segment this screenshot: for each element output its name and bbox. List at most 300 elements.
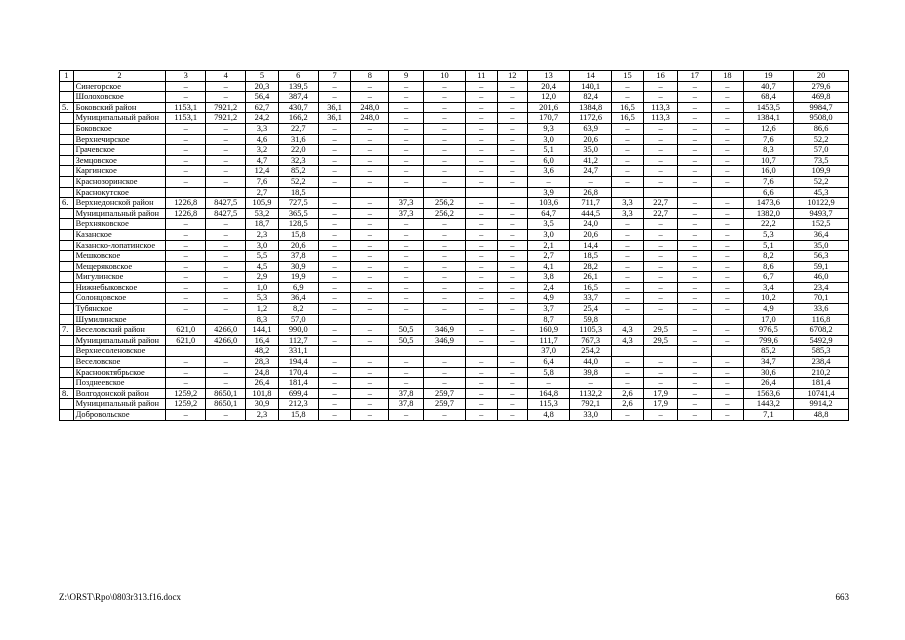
value-cell: – [351,367,389,378]
value-cell: 346,9 [423,325,465,336]
value-cell: – [643,272,678,283]
value-cell: – [318,251,351,262]
table-row [60,134,849,145]
value-cell: 621,0 [166,325,206,336]
value-cell: – [206,293,246,304]
value-cell: 3,3 [246,123,279,134]
value-cell: – [712,293,744,304]
value-cell: – [678,357,712,368]
value-cell: 621,0 [166,335,206,346]
value-cell: – [678,325,712,336]
value-cell: – [643,304,678,315]
value-cell: 23,4 [794,282,849,293]
value-cell [206,314,246,325]
value-cell: 3,8 [528,272,570,283]
value-cell: – [318,145,351,156]
value-cell: 33,7 [570,293,612,304]
value-cell: – [497,261,528,272]
value-cell: 365,5 [278,208,318,219]
value-cell: – [351,198,389,209]
row-index-cell [60,261,74,272]
value-cell: – [466,325,498,336]
value-cell: 2,3 [246,229,279,240]
value-cell: – [497,134,528,145]
table-row [60,304,849,315]
value-cell: – [612,251,644,262]
value-cell: 4266,0 [206,335,246,346]
value-cell: 2,7 [246,187,279,198]
value-cell: – [497,325,528,336]
value-cell: – [351,388,389,399]
value-cell: – [318,176,351,187]
value-cell: – [570,378,612,389]
value-cell: – [166,145,206,156]
value-cell: 6,9 [278,282,318,293]
value-cell: – [318,272,351,283]
value-cell: – [466,272,498,283]
value-cell: – [318,166,351,177]
value-cell: 8650,1 [206,388,246,399]
value-cell: 140,1 [570,81,612,92]
value-cell: 26,8 [570,187,612,198]
row-name-cell: Волгодонской район [73,388,166,399]
value-cell: – [712,229,744,240]
row-index-cell [60,367,74,378]
value-cell: – [206,219,246,230]
value-cell: 7921,2 [206,102,246,113]
row-name-cell: Верхнечирское [73,134,166,145]
value-cell: 8,3 [246,314,279,325]
value-cell: 9493,7 [794,208,849,219]
value-cell: – [466,123,498,134]
value-cell: 128,5 [278,219,318,230]
row-name-cell: Веселовский район [73,325,166,336]
row-index-cell [60,123,74,134]
table-row [60,81,849,92]
value-cell: – [678,261,712,272]
table-row [60,92,849,103]
value-cell: 59,1 [794,261,849,272]
table-row [60,378,849,389]
value-cell: 279,6 [794,81,849,92]
value-cell: – [466,166,498,177]
row-index-cell [60,187,74,198]
value-cell: – [351,304,389,315]
value-cell [712,187,744,198]
header-cell: 11 [466,71,498,82]
value-cell: – [423,272,465,283]
value-cell: 4,5 [246,261,279,272]
value-cell: 36,4 [794,229,849,240]
value-cell: – [351,145,389,156]
value-cell: – [423,367,465,378]
header-cell: 17 [678,71,712,82]
value-cell: 17,9 [643,399,678,410]
value-cell: 444,5 [570,208,612,219]
value-cell: 4,7 [246,155,279,166]
value-cell: – [423,155,465,166]
value-cell: 2,6 [612,388,644,399]
value-cell: – [612,240,644,251]
row-name-cell: Казанское [73,229,166,240]
value-cell: – [166,251,206,262]
value-cell [423,314,465,325]
value-cell: – [678,367,712,378]
value-cell: 70,1 [794,293,849,304]
row-name-cell: Краснозоринское [73,176,166,187]
value-cell: 12,4 [246,166,279,177]
value-cell: 113,3 [643,113,678,124]
value-cell: 585,3 [794,346,849,357]
value-cell: 4,9 [743,304,793,315]
value-cell: 37,8 [389,388,424,399]
value-cell: 3,5 [528,219,570,230]
value-cell: – [166,176,206,187]
value-cell: 1473,6 [743,198,793,209]
table-row [60,314,849,325]
row-name-cell: Краснооктябрьское [73,367,166,378]
value-cell [423,346,465,357]
value-cell: – [497,176,528,187]
table-row [60,155,849,166]
value-cell: 52,2 [278,176,318,187]
value-cell: – [643,293,678,304]
row-index-cell [60,399,74,410]
value-cell: – [351,325,389,336]
value-cell: – [351,81,389,92]
value-cell: – [466,198,498,209]
data-table [59,70,849,421]
value-cell: – [423,113,465,124]
value-cell [497,346,528,357]
value-cell: 22,7 [643,208,678,219]
value-cell: – [206,134,246,145]
row-index-cell [60,282,74,293]
value-cell: 45,3 [794,187,849,198]
value-cell: – [351,240,389,251]
value-cell: 3,3 [612,208,644,219]
value-cell: – [389,123,424,134]
value-cell: – [318,92,351,103]
value-cell: – [612,272,644,283]
header-row [60,71,849,82]
value-cell: – [389,272,424,283]
row-index-cell [60,166,74,177]
header-cell: 20 [794,71,849,82]
value-cell: – [166,219,206,230]
value-cell: 3,0 [528,229,570,240]
value-cell: 22,7 [643,198,678,209]
value-cell: 8,2 [743,251,793,262]
value-cell: 24,2 [246,113,279,124]
value-cell: – [466,399,498,410]
value-cell: – [612,134,644,145]
value-cell: 50,5 [389,335,424,346]
value-cell: – [643,166,678,177]
value-cell: 4,6 [246,134,279,145]
value-cell: – [318,198,351,209]
table-row [60,272,849,283]
table-row [60,176,849,187]
row-name-cell: Каргинское [73,166,166,177]
value-cell: – [643,123,678,134]
value-cell: – [678,113,712,124]
value-cell: 144,1 [246,325,279,336]
row-name-cell: Муниципальный район [73,335,166,346]
value-cell: 37,3 [389,208,424,219]
value-cell: – [643,251,678,262]
header-cell: 14 [570,71,612,82]
value-cell: 48,8 [794,410,849,421]
value-cell: – [712,219,744,230]
value-cell: – [612,304,644,315]
value-cell: 6708,2 [794,325,849,336]
value-cell: – [389,357,424,368]
value-cell: 29,5 [643,325,678,336]
value-cell: – [206,92,246,103]
value-cell: 4,8 [528,410,570,421]
row-index-cell [60,251,74,262]
value-cell: – [423,145,465,156]
value-cell: 48,2 [246,346,279,357]
value-cell: – [712,399,744,410]
value-cell: 85,2 [278,166,318,177]
value-cell: 5,3 [246,293,279,304]
row-name-cell: Верхняковское [73,219,166,230]
value-cell: 1443,2 [743,399,793,410]
value-cell: – [351,293,389,304]
header-cell: 7 [318,71,351,82]
table-row [60,240,849,251]
value-cell: – [712,304,744,315]
header-cell: 6 [278,71,318,82]
value-cell: – [423,134,465,145]
value-cell: 1384,1 [743,113,793,124]
value-cell: 3,9 [528,187,570,198]
value-cell: – [712,335,744,346]
table-body [60,71,849,421]
header-cell: 13 [528,71,570,82]
value-cell: 139,5 [278,81,318,92]
table-row [60,166,849,177]
value-cell: 2,6 [612,399,644,410]
value-cell: – [612,282,644,293]
value-cell: 238,4 [794,357,849,368]
value-cell: – [712,378,744,389]
value-cell: 711,7 [570,198,612,209]
value-cell: 201,6 [528,102,570,113]
value-cell: 727,5 [278,198,318,209]
value-cell: 4,1 [528,261,570,272]
value-cell: – [497,357,528,368]
value-cell: – [643,282,678,293]
value-cell: – [466,229,498,240]
value-cell: – [497,208,528,219]
value-cell: 7,6 [743,176,793,187]
row-index-cell [60,155,74,166]
value-cell: 28,2 [570,261,612,272]
value-cell: – [389,282,424,293]
row-name-cell: Солонцовское [73,293,166,304]
value-cell: – [318,367,351,378]
value-cell: – [351,155,389,166]
value-cell: 26,1 [570,272,612,283]
value-cell: 105,9 [246,198,279,209]
row-index-cell [60,357,74,368]
value-cell: 22,0 [278,145,318,156]
value-cell: – [423,240,465,251]
value-cell: – [318,81,351,92]
value-cell: – [712,240,744,251]
table-row [60,399,849,410]
value-cell: 799,6 [743,335,793,346]
value-cell [389,187,424,198]
value-cell: – [389,367,424,378]
value-cell: – [497,198,528,209]
value-cell: 152,5 [794,219,849,230]
value-cell [318,314,351,325]
value-cell: 699,4 [278,388,318,399]
header-cell: 15 [612,71,644,82]
value-cell: 36,1 [318,102,351,113]
value-cell: – [497,113,528,124]
value-cell: 31,6 [278,134,318,145]
value-cell: – [351,335,389,346]
value-cell: 14,4 [570,240,612,251]
table-row [60,346,849,357]
value-cell: 112,7 [278,335,318,346]
value-cell: – [466,176,498,187]
value-cell: – [497,145,528,156]
value-cell: – [166,240,206,251]
header-cell: 1 [60,71,74,82]
value-cell: – [712,102,744,113]
row-name-cell: Грачевское [73,145,166,156]
value-cell: 56,4 [246,92,279,103]
value-cell: – [612,92,644,103]
value-cell: – [497,335,528,346]
table-row [60,251,849,262]
value-cell: – [166,293,206,304]
value-cell: 254,2 [570,346,612,357]
row-name-cell: Верхнесоленовское [73,346,166,357]
value-cell: – [497,166,528,177]
table-row [60,410,849,421]
value-cell: – [497,102,528,113]
value-cell: – [318,208,351,219]
value-cell: 8,6 [743,261,793,272]
value-cell: – [351,410,389,421]
value-cell: – [423,102,465,113]
value-cell: 9,3 [528,123,570,134]
value-cell: – [712,166,744,177]
value-cell: – [206,410,246,421]
value-cell: – [351,261,389,272]
value-cell: 50,5 [389,325,424,336]
value-cell: – [678,81,712,92]
value-cell: – [466,208,498,219]
value-cell: – [466,92,498,103]
table-row [60,208,849,219]
value-cell: 256,2 [423,198,465,209]
value-cell: – [528,378,570,389]
value-cell [423,187,465,198]
header-cell: 9 [389,71,424,82]
value-cell: 16,4 [246,335,279,346]
row-name-cell: Муниципальный район [73,113,166,124]
value-cell: 387,4 [278,92,318,103]
value-cell: – [678,272,712,283]
header-cell: 12 [497,71,528,82]
value-cell: 1105,3 [570,325,612,336]
value-cell: – [318,304,351,315]
value-cell: – [712,113,744,124]
value-cell: 2,4 [528,282,570,293]
value-cell: – [389,102,424,113]
value-cell: – [643,261,678,272]
row-name-cell: Боковское [73,123,166,134]
value-cell: – [423,81,465,92]
value-cell: – [389,219,424,230]
row-index-cell: 5. [60,102,74,113]
value-cell: 52,2 [794,176,849,187]
row-index-cell [60,346,74,357]
value-cell [678,187,712,198]
value-cell: – [423,378,465,389]
row-index-cell: 8. [60,388,74,399]
page-footer [59,592,849,606]
value-cell: – [643,134,678,145]
header-cell: 3 [166,71,206,82]
value-cell: – [497,399,528,410]
value-cell: – [351,378,389,389]
value-cell: 33,6 [794,304,849,315]
header-cell: 19 [743,71,793,82]
value-cell: – [206,251,246,262]
value-cell: – [389,378,424,389]
table-row [60,102,849,113]
value-cell: – [423,92,465,103]
value-cell: – [643,92,678,103]
value-cell: 16,5 [570,282,612,293]
value-cell: 22,2 [743,219,793,230]
value-cell: 9508,0 [794,113,849,124]
header-cell: 4 [206,71,246,82]
value-cell: – [318,388,351,399]
value-cell [318,346,351,357]
value-cell: – [389,293,424,304]
value-cell: – [389,155,424,166]
row-index-cell [60,176,74,187]
row-index-cell [60,219,74,230]
row-name-cell: Верхнедонской район [73,198,166,209]
value-cell: 1453,5 [743,102,793,113]
header-cell: 10 [423,71,465,82]
value-cell: – [678,229,712,240]
value-cell: 57,0 [794,145,849,156]
value-cell: – [612,410,644,421]
value-cell: 1259,2 [166,399,206,410]
value-cell: – [643,240,678,251]
row-name-cell: Синегорское [73,81,166,92]
value-cell: 430,7 [278,102,318,113]
table-row [60,187,849,198]
value-cell: 767,3 [570,335,612,346]
value-cell: 256,2 [423,208,465,219]
value-cell: – [612,229,644,240]
value-cell: – [351,399,389,410]
value-cell: – [389,176,424,187]
